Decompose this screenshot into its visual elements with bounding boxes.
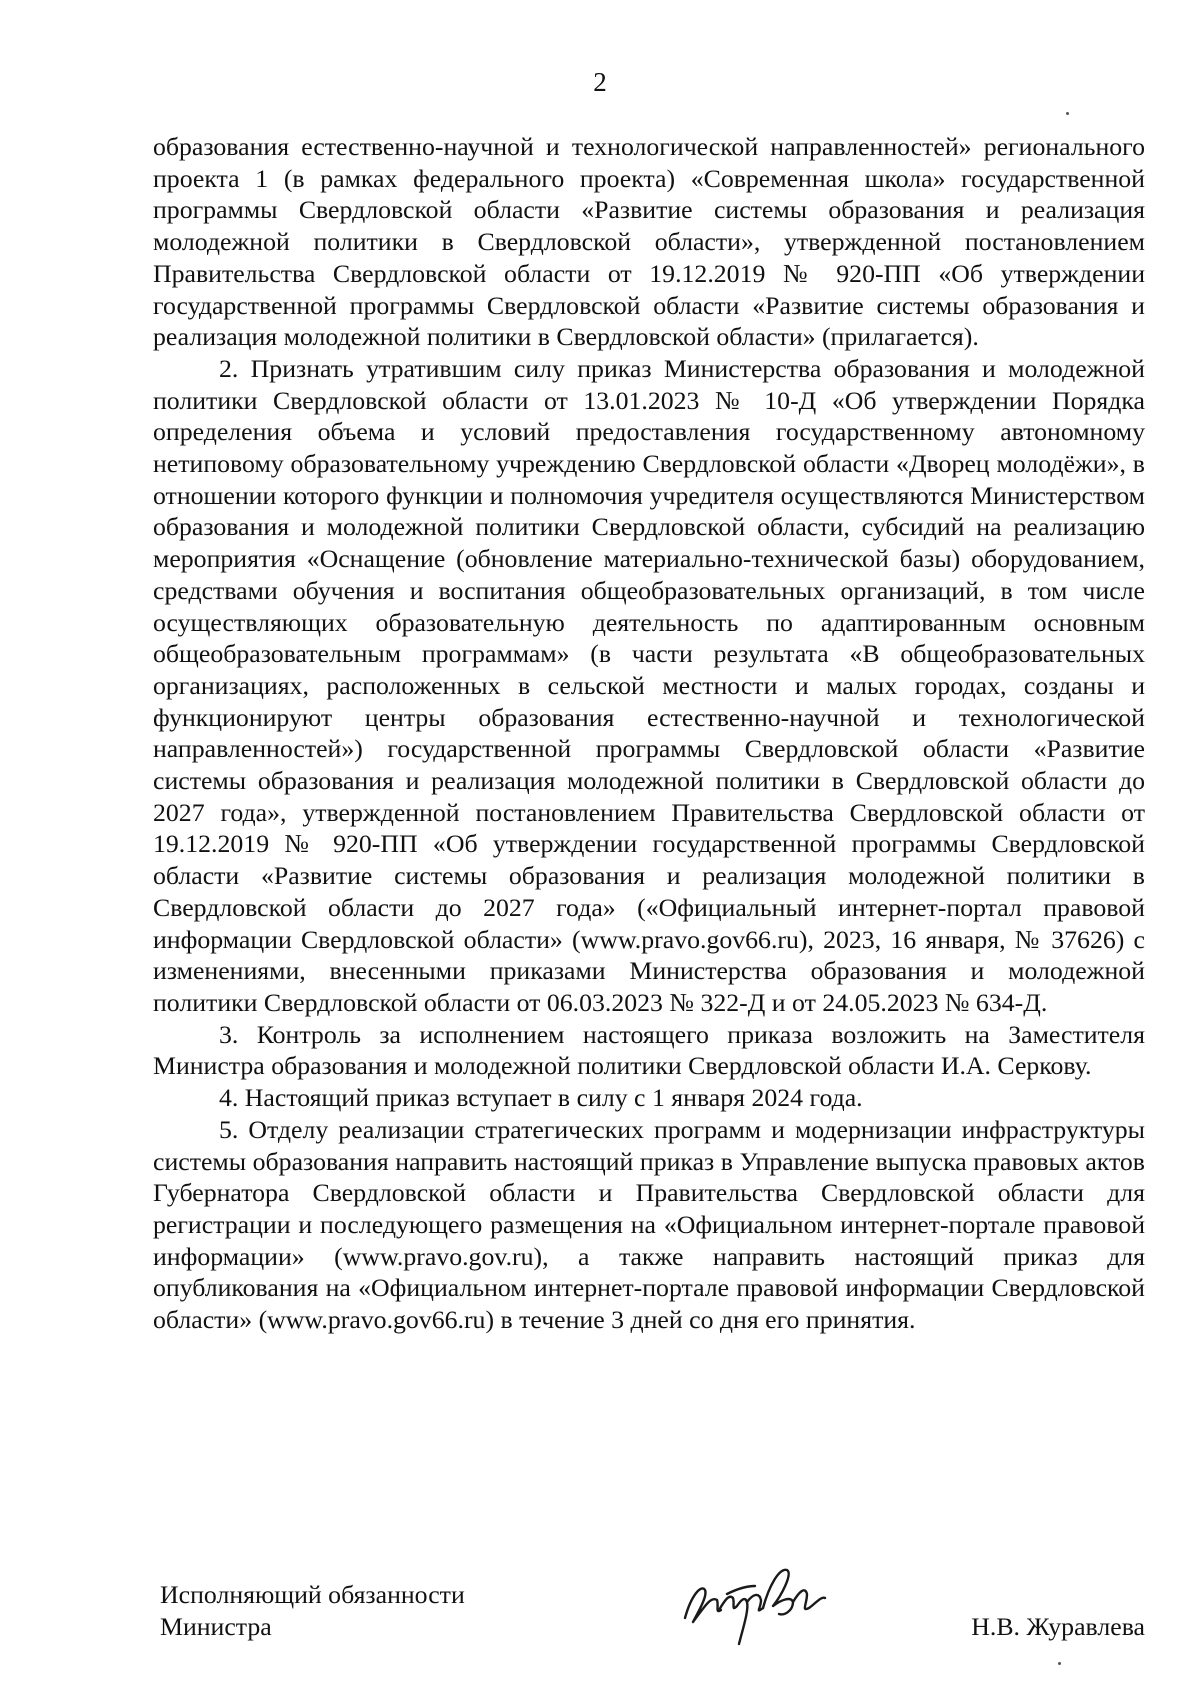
scan-speck xyxy=(1058,1662,1061,1665)
paragraph-item-4: 4. Настоящий приказ вступает в силу с 1 января 2024 года. xyxy=(219,1083,863,1113)
paragraph-continuation: образования естественно-научной и технологической направленностей» регионального проекта 1 (в рамках федерального проекта) «Современная школа» государственной программы Свердловской области «Развитие системы образования и реализация молодежной политики в Свердловской области», утвержденной постановлением Правительства Свердловской области от 19.12.2019 № 920-ПП «Об утверждении государственной программы Свердловской области «Развитие системы образования и реализация молодежной политики в Свердловской области» (прилагается). xyxy=(153,132,1145,352)
handwritten-signature-icon xyxy=(675,1556,835,1648)
page-number: 2 xyxy=(593,67,607,97)
paragraph-item-5: 5. Отделу реализации стратегических программ и модернизации инфраструктуры системы образования направить настоящий приказ в Управление выпуска правовых актов Губернатора Свердловской области и Правительства Свердловской области для регистрации и последующего размещения на «Официальном интернет-портале правовой информации» (www.pravo.gov.ru), а также направить настоящий приказ для опубликования на «Официальном интернет-портале правовой информации Свердловской области» (www.pravo.gov66.ru) в течение 3 дней со дня его принятия. xyxy=(153,1114,1145,1335)
signatory-name: Н.В. Журавлева xyxy=(971,1612,1145,1641)
paragraph-item-2: 2. Признать утратившим силу приказ Министерства образования и молодежной политики Свердловской области от 13.01.2023 № 10-Д «Об утверждении Порядка определения объема и условий предоставления государственному автономному нетиповому образовательному учреждению Свердловской области «Дворец молодёжи», в отношении которого функции и полномочия учредителя осуществляются Министерством образования и молодежной политики Свердловской области, субсидий на реализацию мероприятия «Оснащение (обновление материально-технической базы) оборудованием, средствами обучения и воспитания общеобразовательных организаций, в том числе осуществляющих образовательную деятельность по адаптированным основным общеобразовательным программам» (в части результата «В общеобразовательных организациях, расположенных в сельской местности и малых городах, созданы и функционируют центры образования естественно-научной и технологической направленностей») государственной программы Свердловской области «Развитие системы образования и реализация молодежной политики в Свердловской области до 2027 года», утвержденной постановлением Правительства Свердловской области от 19.12.2019 № 920-ПП «Об утверждении государственной программы Свердловской области «Развитие системы образования и реализация молодежной политики в Свердловской области до 2027 года» («Официальный интернет-портал правовой информации Свердловской области» (www.pravo.gov66.ru), 2023, 16 января, № 37626) с изменениями, внесенными приказами Министерства образования и молодежной политики Свердловской области от 06.03.2023 № 322-Д и от 24.05.2023 № 634-Д. xyxy=(153,353,1145,1017)
paragraph-item-3: 3. Контроль за исполнением настоящего приказа возложить на Заместителя Министра образования и молодежной политики Свердловской области И.А. Серкову. xyxy=(153,1019,1145,1081)
scan-speck xyxy=(1066,112,1069,115)
signatory-position-line2: Министра xyxy=(160,1612,272,1641)
signatory-position xyxy=(160,1579,465,1643)
document-body xyxy=(153,131,1145,1336)
signatory-position-line1: Исполняющий обязанности xyxy=(160,1580,465,1609)
